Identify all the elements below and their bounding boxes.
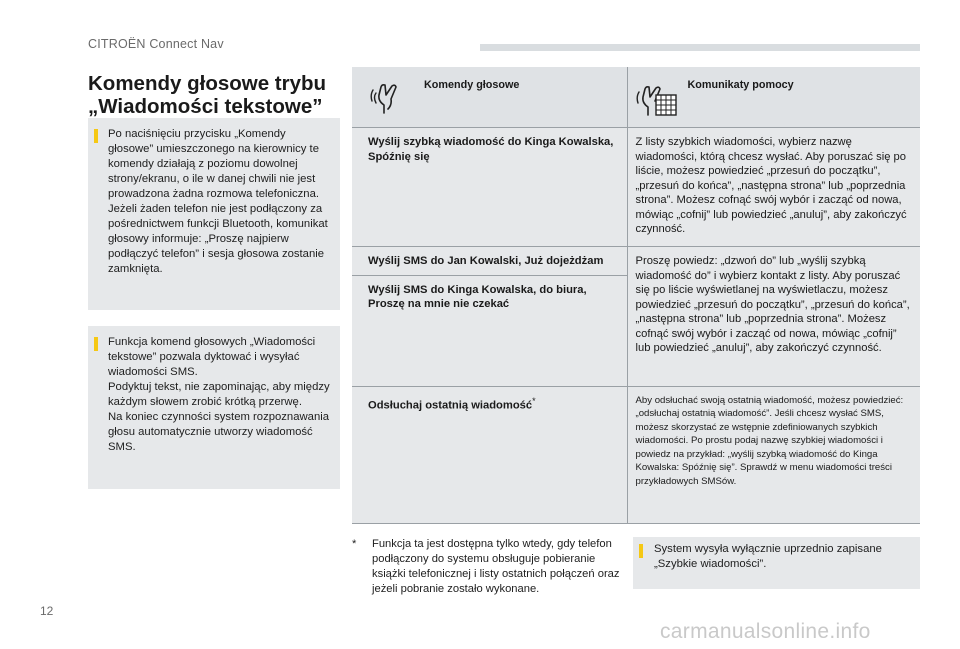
table-row (352, 386, 920, 523)
header-help-messages (627, 67, 920, 128)
help-cell: Aby odsłuchać swoją ostatnią wiadomość, możesz powiedzieć: „odsłuchaj ostatnią wiadomość”. Jeśli chcesz wysłać SMS, możesz skorzystać ze wstępnie zdefiniowanych szybkich wiadomości. Po prostu podaj nazwę szybkiej wiadomości i powiedz na przykład: „wyślij szybką wiadomość do Kinga Kowalska: Spóźnię się”. Sprawdź w menu wiadomości treści przykładowych SMSów. (627, 386, 920, 523)
header-label: Komunikaty pomocy (687, 79, 794, 91)
command-cell: Wyślij SMS do Jan Kowalski, Już dojeżdżam (352, 247, 627, 276)
info-marker (94, 337, 98, 351)
info-text: System wysyła wyłącznie uprzednio zapisane „Szybkie wiadomości”. (654, 543, 882, 570)
header-brand: CITROËN Connect Nav (88, 37, 224, 51)
help-messages-hand-icon (636, 81, 678, 122)
command-cell: Wyślij szybką wiadomość do Kinga Kowalska, Spóźnię się (352, 128, 627, 247)
watermark: carmanualsonline.info (660, 620, 871, 643)
table-header-row (352, 67, 920, 128)
footnote (352, 537, 622, 597)
info-box-voice-commands (88, 118, 340, 310)
table-row (352, 247, 920, 276)
info-marker (639, 544, 643, 558)
header-label: Komendy głosowe (424, 79, 520, 91)
header-voice-commands (352, 67, 627, 128)
command-cell: Wyślij SMS do Kinga Kowalska, do biura, Proszę na mnie nie czekać (352, 275, 627, 386)
info-box-quick-messages (633, 537, 920, 589)
footnote-marker: * (352, 538, 357, 550)
footnote-text: Funkcja ta jest dostępna tylko wtedy, gdy telefon podłączony do systemu obsługuje pobieranie książki telefonicznej i listy ostatnich połączeń oraz jeżeli pobranie zostało wykonane. (372, 538, 620, 595)
section-title: Komendy głosowe trybu „Wiadomości tekstowe” (88, 72, 327, 118)
info-box-sms-dictation (88, 326, 340, 489)
info-marker (94, 129, 98, 143)
info-text: Po naciśnięciu przycisku „Komendy głosowe” umieszczonego na kierownicy te komendy działają z poziomu dowolnej strony/ekranu, o ile w danej chwili nie jest prowadzona żadna rozmowa telefoniczna. Jeżeli żaden telefon nie jest podłączony za pośrednictwem funkcji Bluetooth, komunikat głosowy informuje: „Proszę najpierw podłączyć telefon” i sesja głosowa zostanie zamknięta. (108, 128, 328, 275)
command-cell: Odsłuchaj ostatnią wiadomość* (352, 386, 627, 523)
help-cell: Z listy szybkich wiadomości, wybierz nazwę wiadomości, którą chcesz wysłać. Aby poruszać się po liście, możesz powiedzieć „przesuń do początku”, „przesuń do końca”, „następna strona” lub „poprzednia strona”. Możesz cofnąć swój wybór i zacząć od nowa, mówiąc „cofnij” lub powiedzieć „anuluj”, aby zakończyć czynność. (627, 128, 920, 247)
table-row (352, 128, 920, 247)
voice-commands-table (352, 67, 920, 524)
voice-command-hand-icon (370, 81, 402, 120)
help-cell: Proszę powiedz: „dzwoń do” lub „wyślij szybką wiadomość do” i wybierz kontakt z listy. Aby poruszać się po liście wyświetlanej na wyświetlaczu, możesz powiedzieć „przesuń do początku”, „przesuń do końca”, „następna strona” lub „poprzednia strona”. Możesz cofnąć swój wybór i zacząć od nowa, mówiąc „cofnij” lub powiedzieć „anuluj”, aby zakończyć czynność. (627, 247, 920, 387)
header-rule (480, 44, 920, 51)
page-number: 12 (40, 604, 54, 618)
info-text: Funkcja komend głosowych „Wiadomości tekstowe” pozwala dyktować i wysyłać wiadomości SMS. Podyktuj tekst, nie zapominając, aby między każdym słowem zrobić krótką przerwę. Na koniec czynności system rozpoznawania głosu automatycznie utworzy wiadomość SMS. (108, 336, 330, 453)
